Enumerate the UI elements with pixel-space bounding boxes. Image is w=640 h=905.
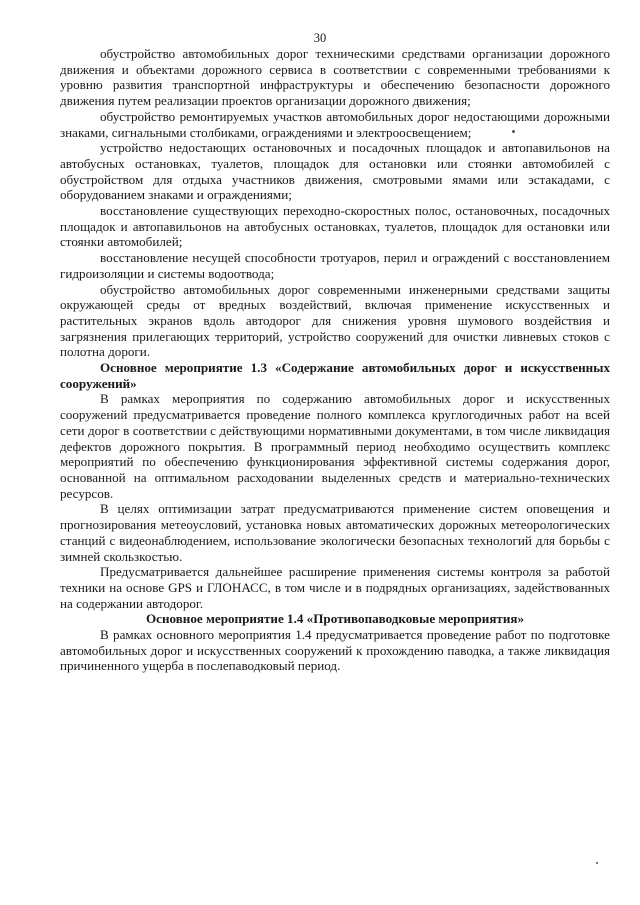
paragraph: обустройство автомобильных дорог техническими средствами организации дорожного движения и объектами дорожного сервиса в соответствии с современными требованиями к уровню развития транспортной инфраструктуры и обеспечению безопасности дорожного движения путем реализации проектов организации дорожного движения; bbox=[60, 46, 610, 109]
section-heading-1-3: Основное мероприятие 1.3 «Содержание автомобильных дорог и искусственных сооружений» bbox=[60, 360, 610, 391]
scan-speck bbox=[512, 130, 515, 133]
section-heading-1-4: Основное мероприятие 1.4 «Противопаводковые мероприятия» bbox=[145, 611, 525, 627]
paragraph: восстановление несущей способности тротуаров, перил и ограждений с восстановлением гидроизоляции и системы водоотвода; bbox=[60, 250, 610, 281]
page-number: 30 bbox=[313, 31, 327, 45]
paragraph: обустройство ремонтируемых участков автомобильных дорог недостающими дорожными знаками, сигнальными столбиками, ограждениями и электроосвещением; bbox=[60, 108, 610, 140]
scan-speck bbox=[596, 862, 598, 864]
paragraph: восстановление существующих переходно-скоростных полос, остановочных, посадочных площадок и автопавильонов на автобусных остановках, туалетов, площадок для остановки или стоянки автомобилей; bbox=[60, 203, 610, 250]
paragraph: обустройство автомобильных дорог современными инженерными средствами защиты окружающей среды от вредных воздействий, включая применение искусственных и растительных экранов вдоль автодорог для снижения уровня шумового воздействия и загрязнения прилегающих территорий, устройство сооружений для очистки ливневых стоков с полотна дороги. bbox=[60, 281, 610, 360]
paragraph: Предусматривается дальнейшее расширение применения системы контроля за работой техники на основе GPS и ГЛОНАСС, в том числе и в подрядных организациях, задействованных на содержании автодорог. bbox=[60, 564, 610, 611]
paragraph: В целях оптимизации затрат предусматриваются применение систем оповещения и прогнозирования метеоусловий, установка новых автоматических дорожных метеорологических станций с видеонаблюдением, использование экологически безопасных технологий для борьбы с зимней скользкостью. bbox=[60, 501, 610, 564]
paragraph: В рамках мероприятия по содержанию автомобильных дорог и искусственных сооружений предусматривается проведение полного комплекса круглогодичных работ на всей сети дорог в соответствии с действующими нормативными документами, в том числе ликвидация дефектов дорожного покрытия. В программный период необходимо осуществить комплекс мероприятий по обеспечению функционирования эффективной системы содержания дорог, основанной на оптимальном расходовании выделенных средств и материально-технических ресурсов. bbox=[60, 391, 610, 501]
document-body bbox=[60, 46, 610, 674]
paragraph: В рамках основного мероприятия 1.4 предусматривается проведение работ по подготовке автомобильных дорог и искусственных сооружений к прохождению паводка, а также ликвидация причиненного ущерба в послепаводковый период. bbox=[60, 627, 610, 674]
paragraph: устройство недостающих остановочных и посадочных площадок и автопавильонов на автобусных остановках, туалетов, площадок для остановки или стоянки автомобилей с обустройством для отдыха участников движения, смотровыми ямами или эстакадами, с оборудованием знаками и ограждениями; bbox=[60, 140, 610, 203]
